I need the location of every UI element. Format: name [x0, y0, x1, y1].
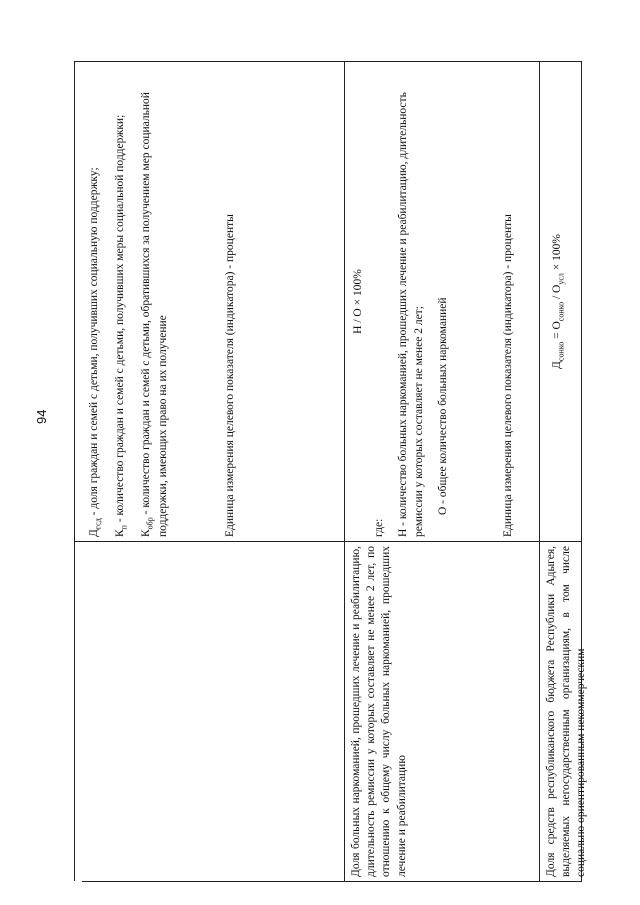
k-obr-definition: $К_{обр}$ - количество граждан и семей с детьми, обратившихся за получением мер социальной поддержки, имеющих право на их получение: [139, 92, 169, 537]
row2-unit: Единица измерения целевого показателя (индикатора) - проценты: [501, 214, 514, 537]
o-definition: О - общее количество больных наркоманией: [436, 297, 449, 515]
row1-unit: Единица измерения целевого показателя (индикатора) - проценты: [223, 214, 236, 537]
page-number: 94: [34, 409, 49, 424]
document-table: [82, 62, 588, 882]
table-row-1: [74, 61, 344, 881]
row3-method-cell: [540, 61, 582, 541]
table-row-3: [539, 61, 588, 881]
row1-method-cell: [75, 61, 344, 541]
table-row-2: [344, 61, 539, 881]
row3-indicator-cell: Доля средств республиканского бюджета Республики Адыгея, выделяемых негосударственным организациям, в том числе социально ориентированным некоммерческим: [540, 541, 582, 881]
k-p-definition: $К_п$ - количество граждан и семей с детьми, получивших меры социальной поддержки;: [113, 114, 129, 537]
n-definition: Н - количество больных наркоманией, прошедших лечение и реабилитацию, длительность ремиссии у которых составляет не менее 2 лет;: [397, 92, 425, 537]
row3-formula: $Д_{сонко} = О_{сонко} / О_{усл} \times 100\%$: [551, 234, 566, 369]
row2-method-cell: [345, 61, 539, 541]
row2-indicator-cell: Доля больных наркоманией, прошедших лечение и реабилитацию, длительность ремиссии у которых составляет не менее 2 лет, по отношению к общему числу больных наркоманией, прошедших лечение и реабилитацию: [345, 541, 539, 881]
where-label: где:: [373, 518, 386, 537]
row1-indicator-cell: [75, 541, 344, 881]
row2-formula: Н / О × 100%: [352, 269, 364, 334]
d-gsd-definition: $Д_{гсд}$ - доля граждан и семей с детьми, получивших социальную поддержку;: [88, 167, 103, 537]
